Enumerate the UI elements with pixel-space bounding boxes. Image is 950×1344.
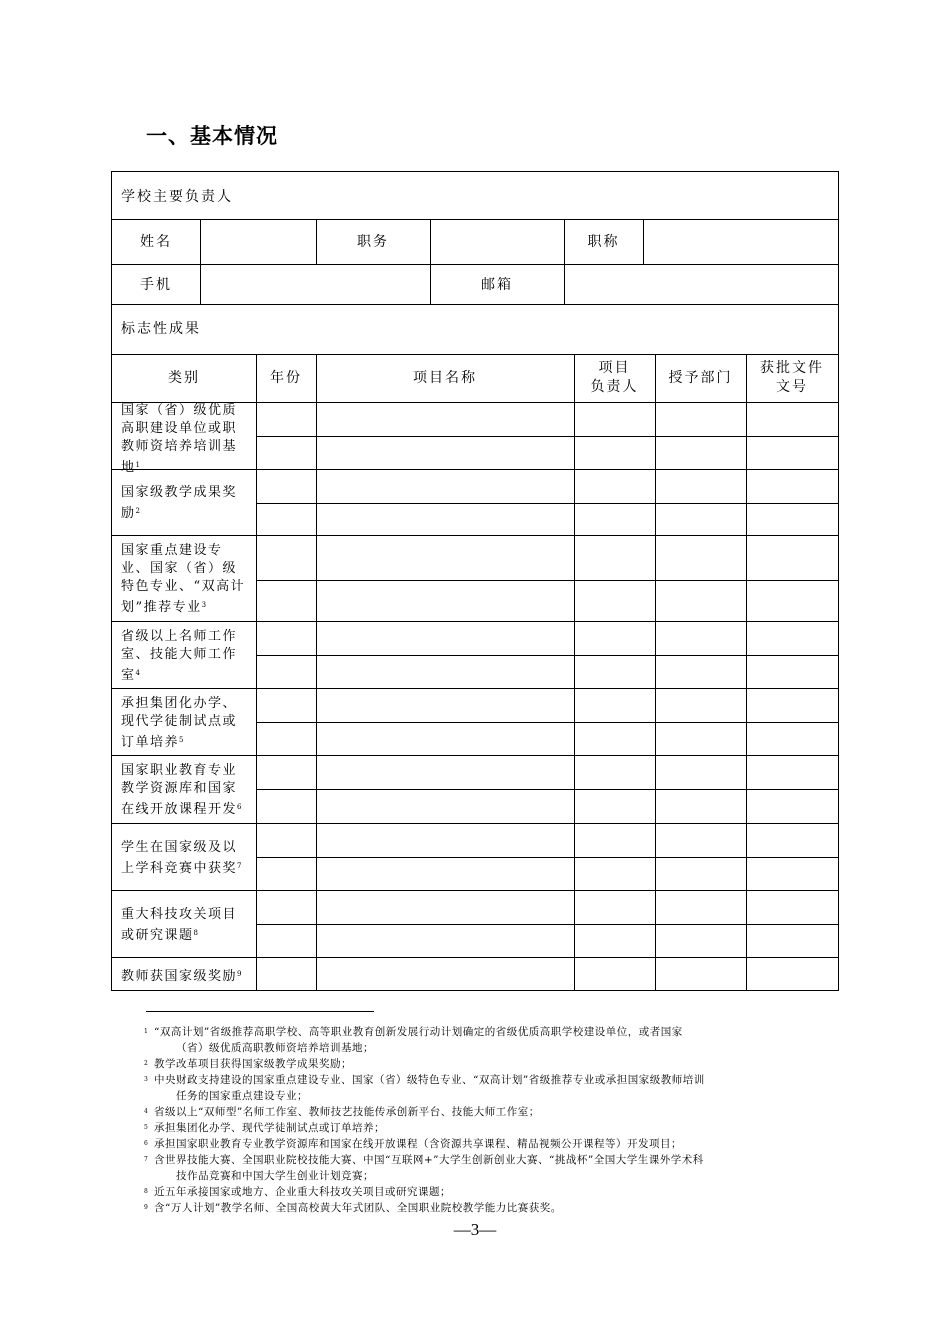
category-line: 高职建设单位或职 (121, 421, 238, 436)
footnote-separator (146, 1011, 374, 1012)
name-label: 姓名 (140, 234, 172, 250)
column-department: 授予部门 (668, 370, 733, 386)
footnote-marker: 4 (135, 668, 140, 677)
row-divider (256, 580, 838, 581)
footnote-number: 4 (144, 1108, 149, 1115)
category-divider (112, 957, 838, 958)
category-line: 重大科技攻关项目 (121, 906, 238, 922)
category-line: 室、技能大师工作 (121, 646, 238, 662)
category-cell (121, 402, 237, 477)
column-category: 类别 (168, 370, 200, 386)
category-cell (121, 628, 237, 685)
footnote-line (144, 1040, 374, 1056)
footnote-line: 9 含“万人计划”教学名师、全国高校黄大年式团队、全国职业院校教学能力比赛获奖。 (144, 1202, 562, 1214)
footnote-marker: 6 (237, 803, 242, 811)
category-line: 励$^2$ (121, 506, 140, 521)
row-divider (256, 655, 838, 656)
footnote-number: 1 (144, 1028, 149, 1035)
category-line: 承担集团化办学、 (121, 695, 238, 711)
phone-label: 手机 (140, 277, 172, 293)
footnote-number: 9 (144, 1204, 149, 1211)
footnote-marker: 7 (237, 861, 242, 870)
footnote-number: 6 (144, 1140, 149, 1147)
category-line: 国家级教学成果奖 (121, 485, 238, 500)
category-line: 学生在国家级及以 (121, 839, 238, 855)
column-year: 年份 (270, 370, 302, 386)
category-line: 订单培养$^5$ (121, 734, 184, 750)
category-divider (112, 890, 838, 891)
category-cell (121, 762, 241, 819)
footnote-continuation: （省）级优质高职教师资培养培训基地； (176, 1042, 374, 1054)
category-cell (121, 906, 237, 945)
footnote-marker: 1 (135, 461, 140, 469)
footnote-line: 2 教学改革项目获得国家级教学成果奖励； (144, 1058, 352, 1070)
category-line: 国家（省）级优质 (121, 403, 238, 418)
footnote-marker: 2 (135, 507, 140, 515)
footnote-marker: 5 (179, 735, 184, 744)
footnote-line (144, 1088, 308, 1104)
category-line: 室$^4$ (121, 667, 140, 683)
category-divider (112, 755, 838, 756)
footnote-line: 8 近五年承接国家或地方、企业重大科技攻关项目或研究课题； (144, 1186, 451, 1198)
column-leader-line2: 负责人 (590, 379, 639, 395)
row-divider (256, 503, 838, 504)
category-line: 地$^1$ (121, 460, 140, 475)
category-line: 省级以上名师工作 (121, 628, 238, 644)
category-line: 划”推荐专业$^3$ (121, 600, 207, 615)
row-divider (256, 436, 838, 437)
row-divider (256, 857, 838, 858)
category-divider (112, 621, 838, 622)
category-divider (112, 535, 838, 536)
category-line: 在线开放课程开发$^6$ (121, 802, 242, 817)
footnote-line: 7 含世界技能大赛、全国职业院校技能大赛、中国“互联网+”大学生创新创业大赛、“挑战杯”全国大学生课外学术科 (144, 1154, 704, 1166)
category-line: 教师资培养培训基 (121, 439, 238, 454)
row-divider (256, 789, 838, 790)
footnote-marker: 9 (237, 970, 242, 978)
column-project-name: 项目名称 (413, 370, 477, 386)
footnote-line: 5 承担集团化办学、现代学徒制试点或订单培养； (144, 1122, 385, 1134)
footnote-number: 8 (144, 1188, 149, 1195)
category-cell (121, 542, 245, 617)
category-cell (121, 839, 241, 878)
category-line: 业、国家（省）级 (121, 561, 238, 576)
basic-info-table (111, 171, 839, 991)
footnote-line: 1 “双高计划”省级推荐高职学校、高等职业教育创新发展行动计划确定的省级优质高职学校建设单位，或者国家 (144, 1026, 683, 1038)
footnote-line (144, 1168, 374, 1184)
footnote-marker: 3 (201, 601, 207, 609)
footnote-continuation: 技作品竞赛和中国大学生创业计划竞赛； (176, 1170, 374, 1182)
category-line: 教学资源库和国家 (121, 781, 238, 796)
footnote-number: 3 (144, 1076, 149, 1083)
category-divider (112, 823, 838, 824)
footnote-number: 7 (144, 1156, 149, 1163)
footnote-number: 2 (144, 1060, 149, 1067)
category-line: 国家职业教育专业 (121, 763, 238, 778)
footnote-marker: 8 (193, 928, 198, 937)
row-divider (256, 924, 838, 925)
row-divider (256, 722, 838, 723)
leader-section-title: 学校主要负责人 (121, 189, 233, 205)
footnote-continuation: 任务的国家重点建设专业； (176, 1090, 308, 1102)
column-doc-line2: 文号 (776, 379, 808, 395)
category-line: 现代学徒制试点或 (121, 713, 238, 729)
category-line: 或研究课题$^8$ (121, 927, 198, 943)
category-line: 教师获国家级奖励$^9$ (121, 969, 242, 984)
category-cell (121, 695, 237, 752)
category-cell (121, 965, 241, 986)
category-line: 上学科竞赛中获奖$^7$ (121, 860, 242, 876)
column-doc-line1: 获批文件 (760, 360, 824, 376)
position-label: 职务 (357, 234, 389, 250)
column-leader-line1: 项目 (598, 360, 631, 376)
category-line: 特色专业、“双高计 (121, 579, 246, 594)
footnote-line: 4 省级以上“双师型”名师工作室、教师技艺技能传承创新平台、技能大师工作室； (144, 1106, 540, 1118)
professional-title-label: 职称 (587, 234, 620, 250)
category-divider (112, 688, 838, 689)
achievements-title: 标志性成果 (121, 321, 201, 337)
footnote-line: 6 承担国家职业教育专业教学资源库和国家在线开放课程（含资源共享课程、精品视频公开课程等）开发项目； (144, 1138, 682, 1150)
category-line: 国家重点建设专 (121, 543, 223, 558)
footnote-line: 3 中央财政支持建设的国家重点建设专业、国家（省）级特色专业、“双高计划”省级推荐专业或承担国家级教师培训 (144, 1074, 705, 1086)
page-number: —3— (453, 1220, 497, 1239)
section-heading: 一、基本情况 (146, 124, 278, 148)
footnote-number: 5 (144, 1124, 149, 1131)
category-cell (121, 484, 237, 523)
email-label: 邮箱 (481, 277, 513, 293)
